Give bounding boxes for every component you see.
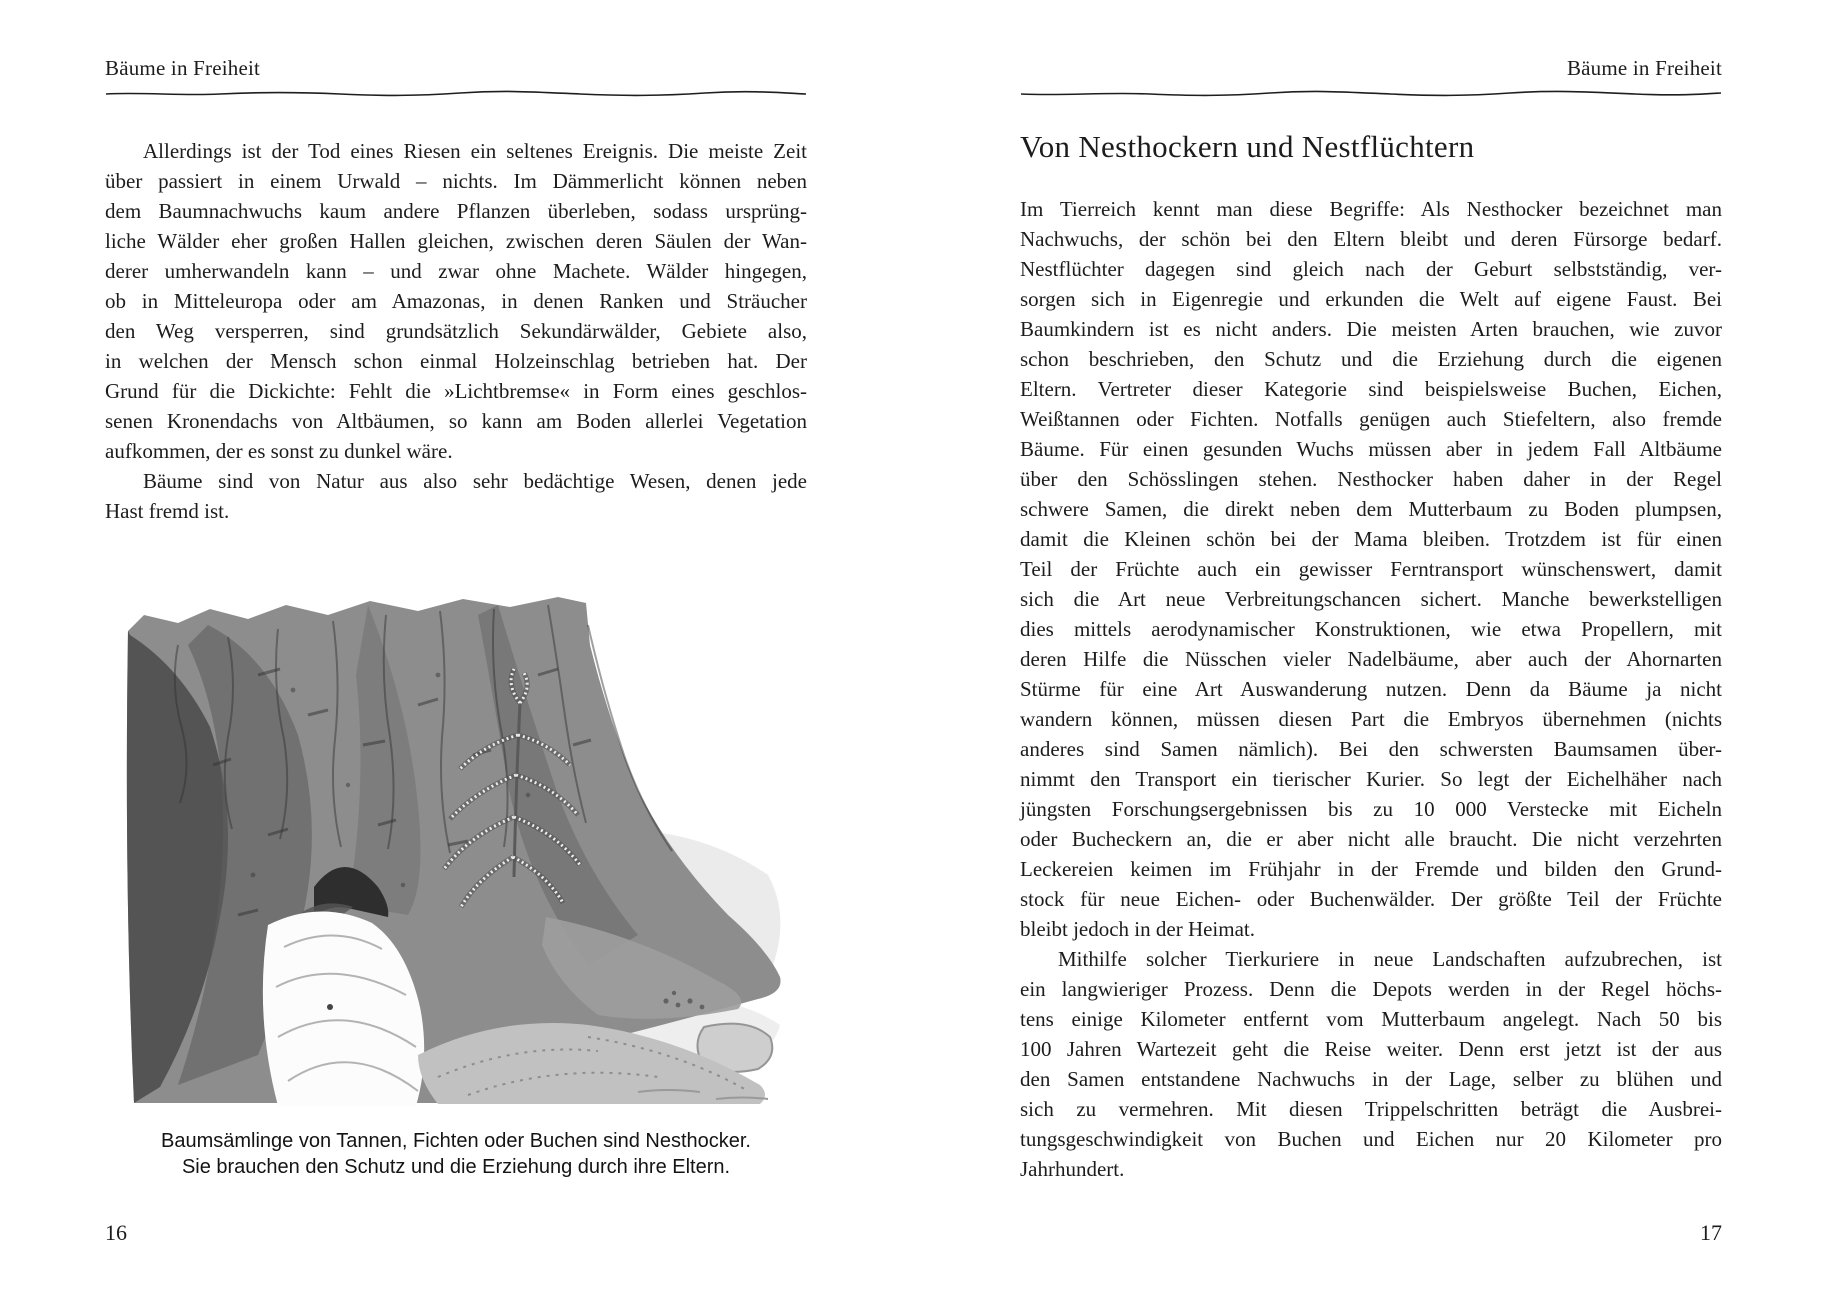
text-line: senen Kronendachs von Altbäumen, so kann am Boden allerlei Vegetation bbox=[105, 409, 807, 433]
tree-stump-illustration bbox=[118, 585, 790, 1108]
text-line: Bäume sind von Natur aus also sehr bedächtige Wesen, denen jede bbox=[143, 469, 807, 493]
text-line: tens einige Kilometer entfernt vom Mutterbaum angelegt. Nach 50 bis bbox=[1020, 1007, 1722, 1031]
text-line: sich zu vermehren. Mit diesen Trippelschritten beträgt die Ausbrei- bbox=[1020, 1097, 1722, 1121]
page-number-right: 17 bbox=[1700, 1220, 1722, 1245]
text-line: ob in Mitteleuropa oder am Amazonas, in denen Ranken und Sträucher bbox=[105, 289, 807, 313]
text-line: aufkommen, der es sonst zu dunkel wäre. bbox=[105, 439, 453, 463]
text-line: den Samen entstandene Nachwuchs in der Lage, selber zu blühen und bbox=[1020, 1067, 1722, 1091]
text-line: über den Schösslingen stehen. Nesthocker haben daher in der Regel bbox=[1020, 467, 1722, 491]
text-line: wandern können, müssen diesen Part die Embryos übernehmen (nichts bbox=[1020, 707, 1722, 731]
text-line: Baumkindern ist es nicht anders. Die meisten Arten brauchen, wie zuvor bbox=[1020, 317, 1722, 341]
text-line: anderes sind Samen nämlich). Bei den schwersten Baumsamen über- bbox=[1020, 737, 1722, 761]
text-line: über passiert in einem Urwald – nichts. Im Dämmerlicht können neben bbox=[105, 169, 807, 193]
page-number-left: 16 bbox=[105, 1220, 127, 1245]
text-line: Im Tierreich kennt man diese Begriffe: Als Nesthocker bezeichnet man bbox=[1020, 197, 1722, 221]
paragraph bbox=[105, 136, 807, 466]
text-line: Mithilfe solcher Tierkuriere in neue Landschaften aufzubrechen, ist bbox=[1058, 947, 1722, 971]
text-line: Stürme für eine Art Auswanderung nutzen. Denn da Bäume ja nicht bbox=[1020, 677, 1722, 701]
text-line: jüngsten Forschungsergebnissen bis zu 10 000 Verstecke mit Eicheln bbox=[1020, 797, 1722, 821]
text-line: damit die Kleinen schön bei der Mama bleiben. Trotzdem ist für einen bbox=[1020, 527, 1722, 551]
text-line: Leckereien keimen im Frühjahr in der Fremde und bilden den Grund- bbox=[1020, 857, 1722, 881]
text-line: sich die Art neue Verbreitungschancen sichert. Manche bewerkstelligen bbox=[1020, 587, 1722, 611]
text-line: tungsgeschwindigkeit von Buchen und Eichen nur 20 Kilometer pro bbox=[1020, 1127, 1722, 1151]
text-line: Grund für die Dickichte: Fehlt die »Lichtbremse« in Form eines geschlos- bbox=[105, 379, 807, 403]
text-line: deren Hilfe die Nüsschen vieler Nadelbäume, aber auch der Ahornarten bbox=[1020, 647, 1722, 671]
body-text bbox=[1020, 194, 1722, 1184]
text-line: Hast fremd ist. bbox=[105, 499, 230, 523]
caption-line: Baumsämlinge von Tannen, Fichten oder Buchen sind Nesthocker. bbox=[161, 1130, 751, 1152]
text-line: dem Baumnachwuchs kaum andere Pflanzen überleben, sodass ursprüng- bbox=[105, 199, 807, 223]
running-header: Bäume in Freiheit bbox=[105, 56, 261, 80]
text-line: den Weg versperren, sind grundsätzlich Sekundärwälder, Gebiete also, bbox=[105, 319, 807, 343]
text-line: Eltern. Vertreter dieser Kategorie sind beispielsweise Buchen, Eichen, bbox=[1020, 377, 1722, 401]
text-line: Teil der Früchte auch ein gewisser Ferntransport wünschenswert, damit bbox=[1020, 557, 1722, 581]
paragraph bbox=[1020, 944, 1722, 1184]
page-left bbox=[105, 0, 807, 1299]
text-line: derer umherwandeln kann – und zwar ohne Machete. Wälder hingegen, bbox=[105, 259, 807, 283]
header-rule bbox=[1020, 89, 1722, 99]
text-line: Weißtannen oder Fichten. Notfalls genügen auch Stiefeltern, also fremde bbox=[1020, 407, 1722, 431]
text-line: Bäume. Für einen gesunden Wuchs müssen aber in jedem Fall Altbäume bbox=[1020, 437, 1722, 461]
body-text bbox=[105, 136, 807, 526]
text-line: 100 Jahren Wartezeit geht die Reise weiter. Denn erst jetzt ist der aus bbox=[1020, 1037, 1722, 1061]
text-line: schon beschrieben, den Schutz und die Erziehung durch die eigenen bbox=[1020, 347, 1722, 371]
text-line: oder Bucheckern an, die er aber nicht alle braucht. Die nicht verzehrten bbox=[1020, 827, 1722, 851]
text-line: Nachwuchs, der schön bei den Eltern bleibt und deren Fürsorge bedarf. bbox=[1020, 227, 1722, 251]
text-line: dies mittels aerodynamischer Konstruktionen, wie etwa Propellern, mit bbox=[1020, 617, 1722, 641]
text-line: in welchen der Mensch schon einmal Holzeinschlag betrieben hat. Der bbox=[105, 349, 807, 373]
header-rule bbox=[105, 89, 807, 99]
caption-line: Sie brauchen den Schutz und die Erziehung durch ihre Eltern. bbox=[181, 1156, 731, 1178]
illustration-caption bbox=[105, 1128, 807, 1180]
text-line: bleibt jedoch in der Heimat. bbox=[1020, 917, 1256, 941]
page-right bbox=[1020, 0, 1722, 1299]
text-line: ein langwieriger Prozess. Denn die Depots werden in der Regel höchs- bbox=[1020, 977, 1722, 1001]
text-line: sorgen sich in Eigenregie und erkunden die Welt auf eigene Faust. Bei bbox=[1020, 287, 1722, 311]
text-line: Nestflüchter dagegen sind gleich nach der Geburt selbstständig, ver- bbox=[1020, 257, 1722, 281]
text-line: liche Wälder eher großen Hallen gleichen, zwischen deren Säulen der Wan- bbox=[105, 229, 807, 253]
paragraph bbox=[1020, 194, 1722, 944]
text-line: nimmt den Transport ein tierischer Kurier. So legt der Eichelhäher nach bbox=[1020, 767, 1722, 791]
text-line: stock für neue Eichen- oder Buchenwälder. Der größte Teil der Früchte bbox=[1020, 887, 1722, 911]
text-line: schwere Samen, die direkt neben dem Mutterbaum zu Boden plumpsen, bbox=[1020, 497, 1722, 521]
text-line: Jahrhundert. bbox=[1020, 1157, 1125, 1181]
running-header: Bäume in Freiheit bbox=[1566, 56, 1722, 80]
paragraph bbox=[105, 466, 807, 526]
chapter-heading: Von Nesthockern und Nestflüchtern bbox=[1020, 129, 1475, 164]
text-line: Allerdings ist der Tod eines Riesen ein seltenes Ereignis. Die meiste Zeit bbox=[143, 139, 807, 163]
